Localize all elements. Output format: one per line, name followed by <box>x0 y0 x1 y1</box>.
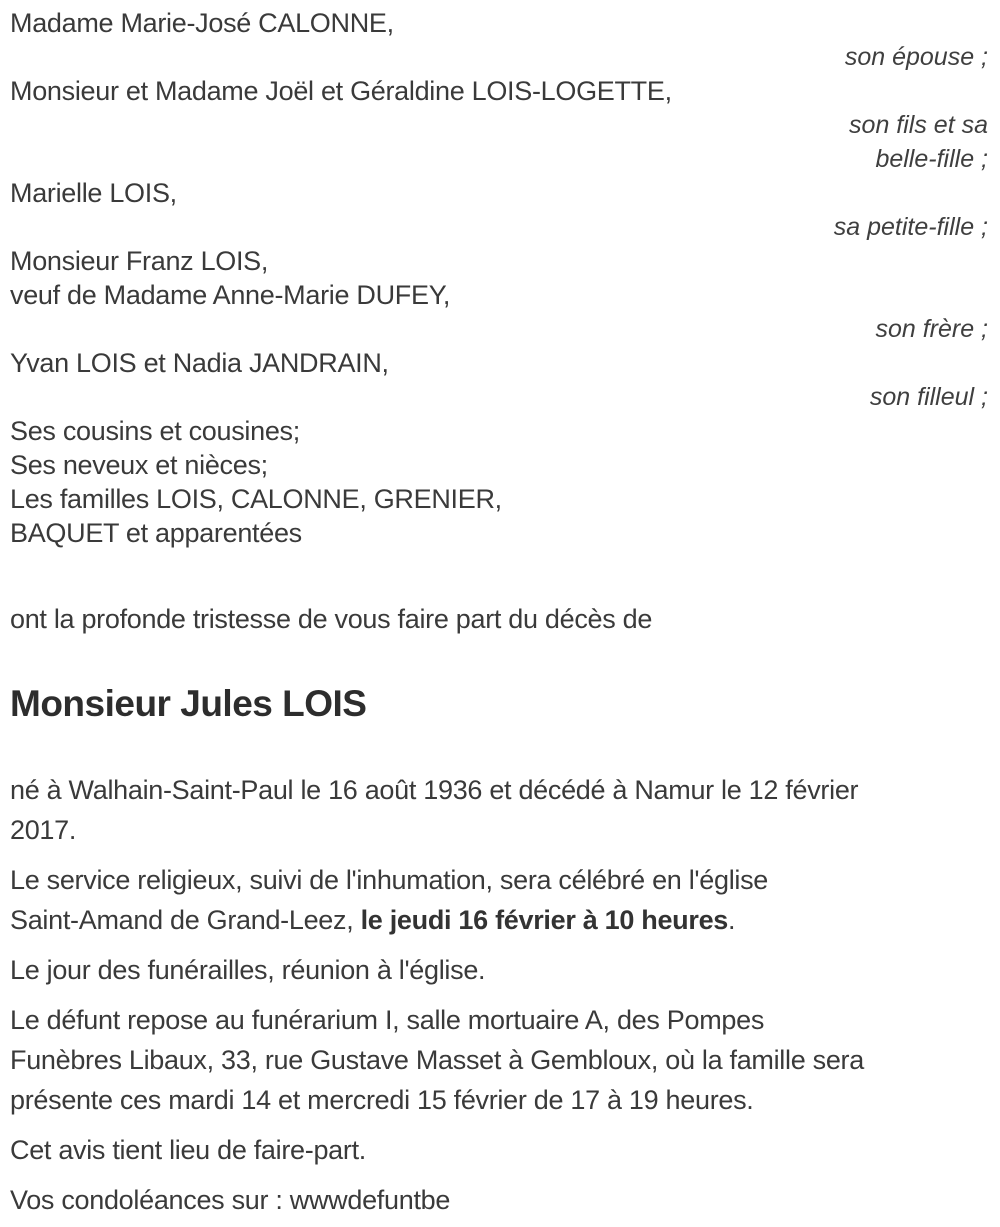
family-member-line: BAQUET et apparentées <box>10 518 302 548</box>
family-member-line: Les familles LOIS, CALONNE, GRENIER, <box>10 484 502 514</box>
relationship-line: son fils et sa <box>849 111 988 139</box>
repose-line: Le défunt repose au funérarium I, salle mortuaire A, des Pompes <box>10 1005 765 1035</box>
service-paragraph <box>10 860 988 940</box>
family-member-line: Madame Marie-José CALONNE, <box>10 8 394 38</box>
family-member-line: veuf de Madame Anne-Marie DUFEY, <box>10 280 451 310</box>
service-date-bold: le jeudi 16 février à 10 heures <box>360 905 729 935</box>
family-members-section <box>10 6 988 550</box>
notice-paragraph <box>10 1130 988 1170</box>
relationship-line: belle-fille ; <box>875 145 988 173</box>
repose-line: présente ces mardi 14 et mercredi 15 février de 17 à 19 heures. <box>10 1085 754 1115</box>
family-member-line: Ses neveux et nièces; <box>10 450 268 480</box>
family-member-line: Monsieur Franz LOIS, <box>10 246 269 276</box>
service-line <box>10 900 988 940</box>
relationship-line: sa petite-fille ; <box>833 213 988 241</box>
birth-death-line: né à Walhain-Saint-Paul le 16 août 1936 et décédé à Namur le 12 février <box>10 775 859 805</box>
announcement-intro: ont la profonde tristesse de vous faire part du décès de <box>10 604 653 634</box>
service-line-prefix: Saint-Amand de Grand-Leez, <box>10 905 361 935</box>
reunion-line: Le jour des funérailles, réunion à l'église. <box>10 955 486 985</box>
notice-line: Cet avis tient lieu de faire-part. <box>10 1135 366 1165</box>
condolences-paragraph <box>10 1180 988 1220</box>
condolences-line: Vos condoléances sur : wwwdefuntbe <box>10 1185 451 1215</box>
deceased-name-heading: Monsieur Jules LOIS <box>10 683 367 724</box>
reunion-paragraph <box>10 950 988 990</box>
relationship-line: son épouse ; <box>844 43 988 71</box>
birth-death-line: 2017. <box>10 815 77 845</box>
relationship-line: son frère ; <box>875 315 988 343</box>
birth-death-paragraph <box>10 770 988 850</box>
family-member-line: Ses cousins et cousines; <box>10 416 300 446</box>
family-member-line: Monsieur et Madame Joël et Géraldine LOIS-LOGETTE, <box>10 76 672 106</box>
relationship-line: son filleul ; <box>869 383 988 411</box>
service-line-suffix: . <box>728 905 736 935</box>
family-member-line: Yvan LOIS et Nadia JANDRAIN, <box>10 348 389 378</box>
repose-paragraph <box>10 1000 988 1120</box>
family-member-line: Marielle LOIS, <box>10 178 177 208</box>
service-line: Le service religieux, suivi de l'inhumation, sera célébré en l'église <box>10 865 769 895</box>
repose-line: Funèbres Libaux, 33, rue Gustave Masset à Gembloux, où la famille sera <box>10 1045 864 1075</box>
